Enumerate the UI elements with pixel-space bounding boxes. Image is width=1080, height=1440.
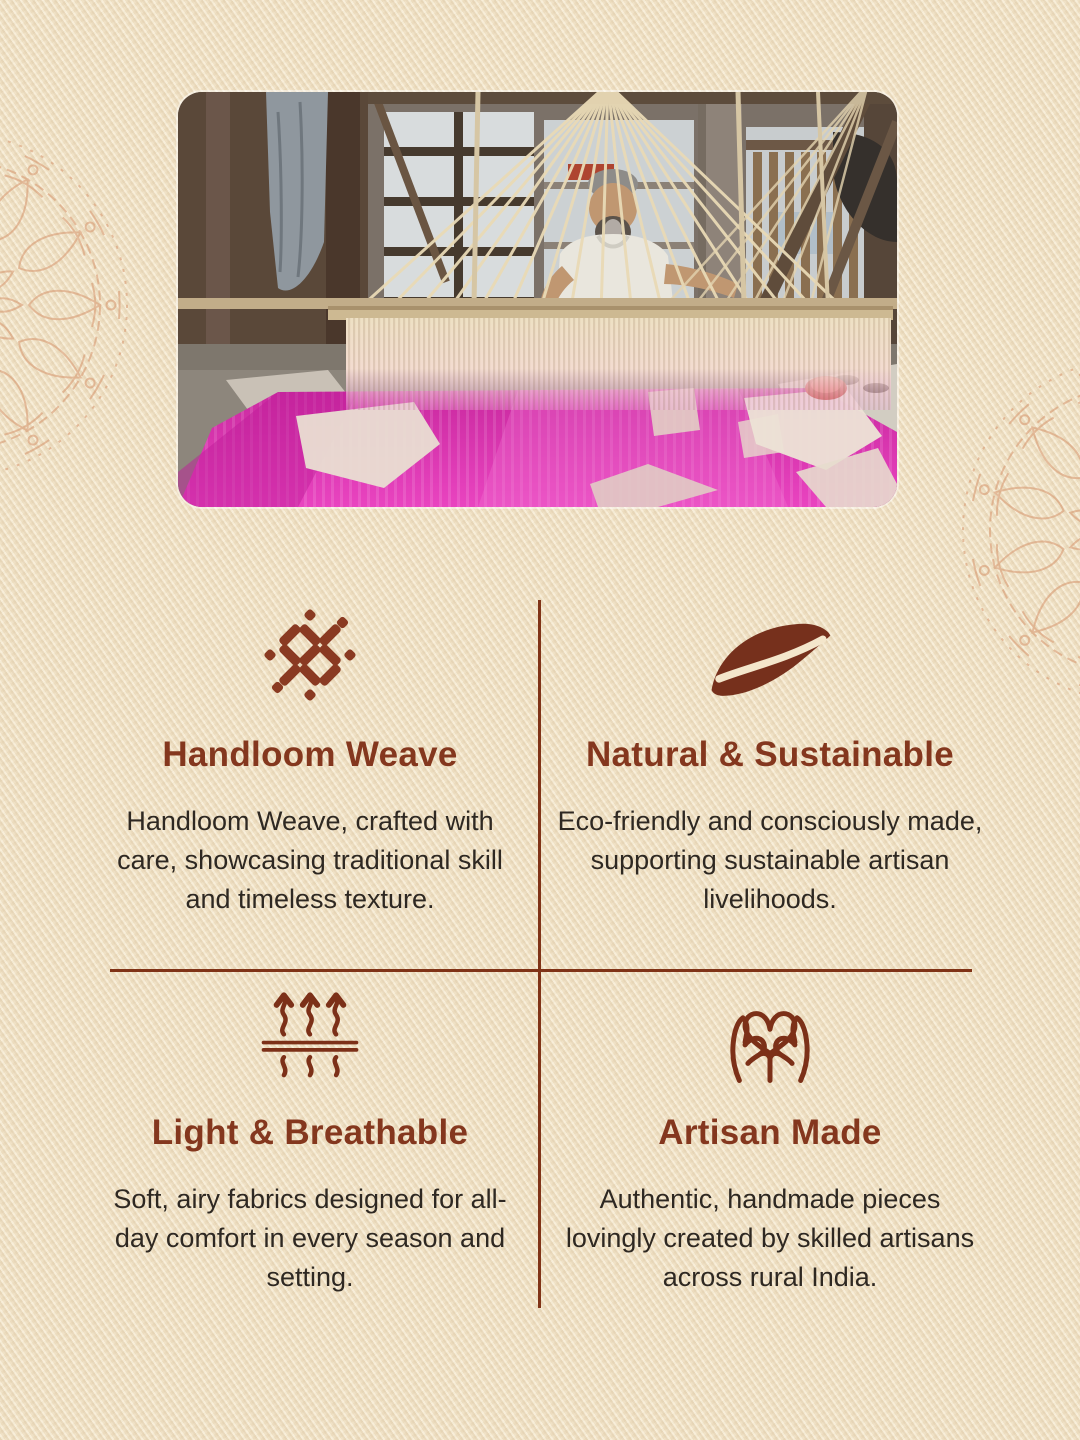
feature-description: Authentic, handmade pieces lovingly created by skilled artisans across rural India. <box>565 1183 975 1292</box>
hero-photo <box>178 92 897 507</box>
divider-horizontal <box>110 969 972 972</box>
feature-description: Eco-friendly and consciously made, supporting sustainable artisan livelihoods. <box>557 805 983 914</box>
feature-natural-sustainable <box>545 596 995 919</box>
feature-light-breathable <box>85 982 535 1297</box>
mandala-ornament-left-icon <box>0 105 155 505</box>
feature-title: Natural & Sustainable <box>585 735 955 774</box>
weave-icon <box>257 596 363 708</box>
divider-vertical <box>538 600 541 1308</box>
feature-description: Handloom Weave, crafted with care, showcasing traditional skill and timeless texture. <box>117 805 503 914</box>
handloom-scene-illustration <box>178 92 897 507</box>
feature-handloom-weave <box>85 596 535 919</box>
feature-artisan-made <box>545 982 995 1297</box>
feature-description: Soft, airy fabrics designed for all-day comfort in every season and setting. <box>113 1183 507 1292</box>
hands-heart-icon <box>713 982 827 1090</box>
feature-title: Handloom Weave <box>162 735 458 774</box>
feature-title: Light & Breathable <box>151 1113 469 1152</box>
leaf-icon <box>704 596 836 708</box>
feature-title: Artisan Made <box>658 1113 882 1152</box>
breathable-icon <box>257 982 363 1090</box>
